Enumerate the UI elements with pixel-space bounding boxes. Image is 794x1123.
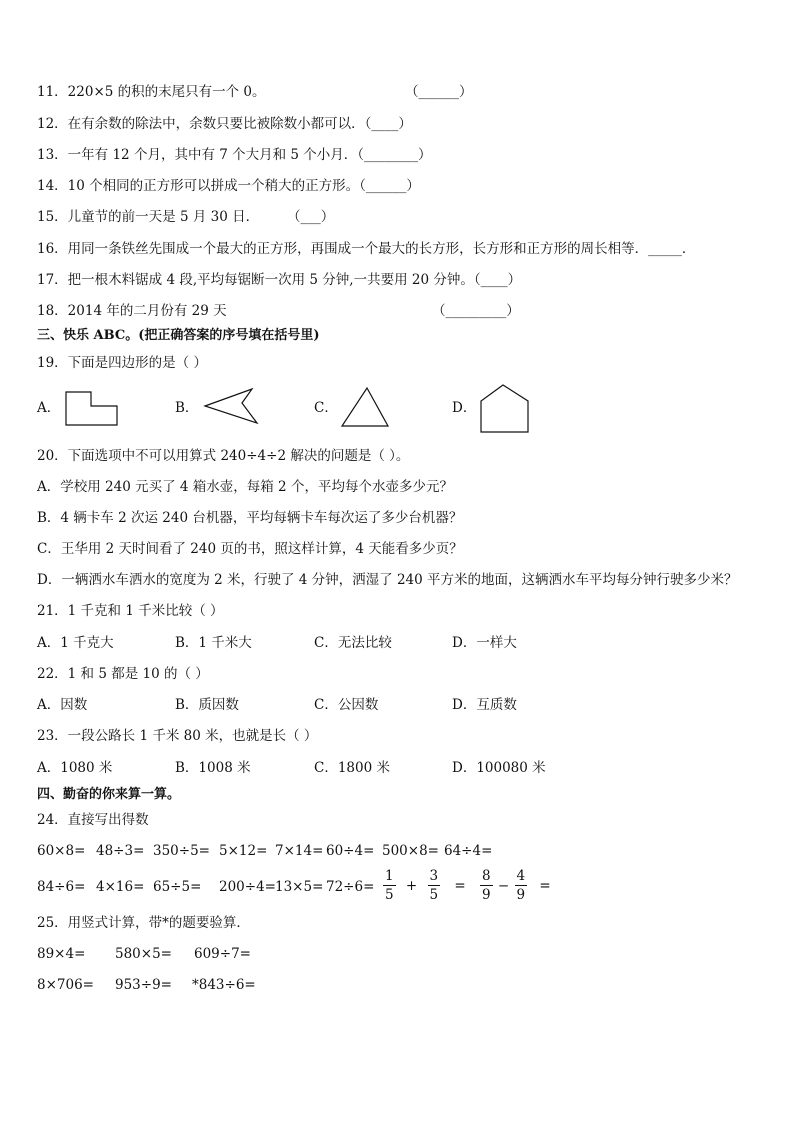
mental-calc-item: 350÷5= [153,843,210,859]
question-20-stem: 20．下面选项中不可以用算式 240÷4÷2 解决的问题是（ ）。 [37,448,410,464]
q23-option-b[interactable]: B．1008 米 [175,760,251,776]
question-19-stem: 19．下面是四边形的是（ ） [37,355,207,371]
question-13: 13．一年有 12 个月，其中有 7 个大月和 5 个小月．（________） [37,147,432,163]
mental-calc-item: 48÷3= [96,843,145,859]
question-21-stem: 21．1 千克和 1 千米比较（ ） [37,603,224,619]
pentagon-figure [478,383,532,435]
q23-option-d[interactable]: D．100080 米 [452,760,546,776]
vertical-calc-item: 609÷7= [194,946,251,962]
mental-calc-item: 5×12= [219,843,268,859]
equals-sign-2: = [539,877,551,894]
question-24-stem: 24．直接写出得数 [37,812,149,828]
mental-calc-item: 84÷6= [37,879,86,895]
mental-calc-item: 4×16= [96,879,145,895]
question-12: 12．在有余数的除法中，余数只要比被除数小都可以．（____） [37,116,412,132]
question-15: 15．儿童节的前一天是 5 月 30 日． [37,209,260,225]
q20-option-c[interactable]: C．王华用 2 天时间看了 240 页的书，照这样计算，4 天能看多少页？ [37,541,463,557]
mental-calc-item: 200÷4= [219,879,276,895]
q20-option-d[interactable]: D．一辆洒水车洒水的宽度为 2 米，行驶了 4 分钟，洒湿了 240 平方米的地面，这辆洒水车平均每分钟行驶多少米？ [37,572,738,588]
mental-calc-item: 60×8= [37,843,86,859]
q21-option-c[interactable]: C．无法比较 [314,635,392,651]
question-23-stem: 23．一段公路长 1 千米 80 米，也就是长（ ） [37,728,318,744]
question-11-text: 11．220×5 的积的末尾只有一个 0。 [37,84,266,100]
q21-option-d[interactable]: D．一样大 [452,635,517,651]
q22-option-d[interactable]: D．互质数 [452,697,517,713]
fraction-expression [383,867,551,904]
question-22-stem: 22．1 和 5 都是 10 的（ ） [37,666,209,682]
vertical-calc-item: 953÷9= [115,977,172,993]
vertical-calc-item: *843÷6= [192,977,256,993]
q22-option-c[interactable]: C．公因数 [314,697,379,713]
q21-option-a[interactable]: A．1 千克大 [37,635,114,651]
mental-calc-item: 7×14= [275,843,324,859]
fraction-3-5: $\frac{3}{5}$ [429,868,439,903]
question-18: 18．2014 年的二月份有 29 天 [37,303,227,319]
mental-calc-item: 60÷4= [326,843,375,859]
mental-calc-item: 72÷6= [326,879,375,895]
q19-option-d-label[interactable]: D． [452,400,477,416]
question-25-stem: 25．用竖式计算，带*的题要验算． [37,915,250,931]
l-shape-figure [64,390,120,428]
answer-paren-18[interactable]: （_________） [432,303,520,319]
q20-option-b[interactable]: B．4 辆卡车 2 次运 240 台机器，平均每辆卡车每次运了多少台机器？ [37,510,463,526]
plus-sign: + [405,877,418,894]
q22-option-a[interactable]: A．因数 [37,697,88,713]
mental-calc-item: 65÷5= [153,879,202,895]
section-3-heading: 三、快乐 ABC。(把正确答案的序号填在括号里) [37,328,320,343]
q23-option-c[interactable]: C．1800 米 [314,760,390,776]
vertical-calc-item: 8×706= [37,977,94,993]
answer-paren-11[interactable]: （______） [405,84,473,100]
vertical-calc-item: 89×4= [37,946,86,962]
q19-option-a-label[interactable]: A． [37,400,61,416]
question-11 [37,83,266,101]
answer-paren-15[interactable]: （___） [287,209,335,225]
fraction-4-9: $\frac{4}{9}$ [516,868,526,903]
q19-option-b-label[interactable]: B． [175,400,199,416]
q22-option-b[interactable]: B．质因数 [175,697,239,713]
mental-calc-item: 13×5= [275,879,324,895]
vertical-calc-item: 580×5= [115,946,172,962]
question-16: 16．用同一条铁丝先围成一个最大的正方形，再围成一个最大的长方形，长方形和正方形的周长相等．_____． [37,241,696,257]
q21-option-b[interactable]: B．1 千米大 [175,635,252,651]
question-14: 14．10 个相同的正方形可以拼成一个稍大的正方形。（______） [37,178,420,194]
mental-calc-item: 64÷4= [444,843,493,859]
minus-sign: − [497,877,510,894]
q20-option-a[interactable]: A．学校用 240 元买了 4 箱水壶，每箱 2 个，平均每个水壶多少元？ [37,479,453,495]
fraction-1-5: $\frac{1}{5}$ [385,868,394,903]
mental-calc-item: 500×8= [382,843,439,859]
q23-option-a[interactable]: A．1080 米 [37,760,113,776]
concave-quadrilateral-figure [202,386,260,426]
equals-sign: = [454,877,466,894]
triangle-figure [340,385,390,429]
q19-option-c-label[interactable]: C． [314,400,338,416]
section-4-heading: 四、勤奋的你来算一算。 [37,787,181,802]
question-17: 17．把一根木料锯成 4 段,平均每锯断一次用 5 分钟,一共要用 20 分钟。（____） [37,272,522,288]
fraction-8-9: $\frac{8}{9}$ [482,868,491,903]
